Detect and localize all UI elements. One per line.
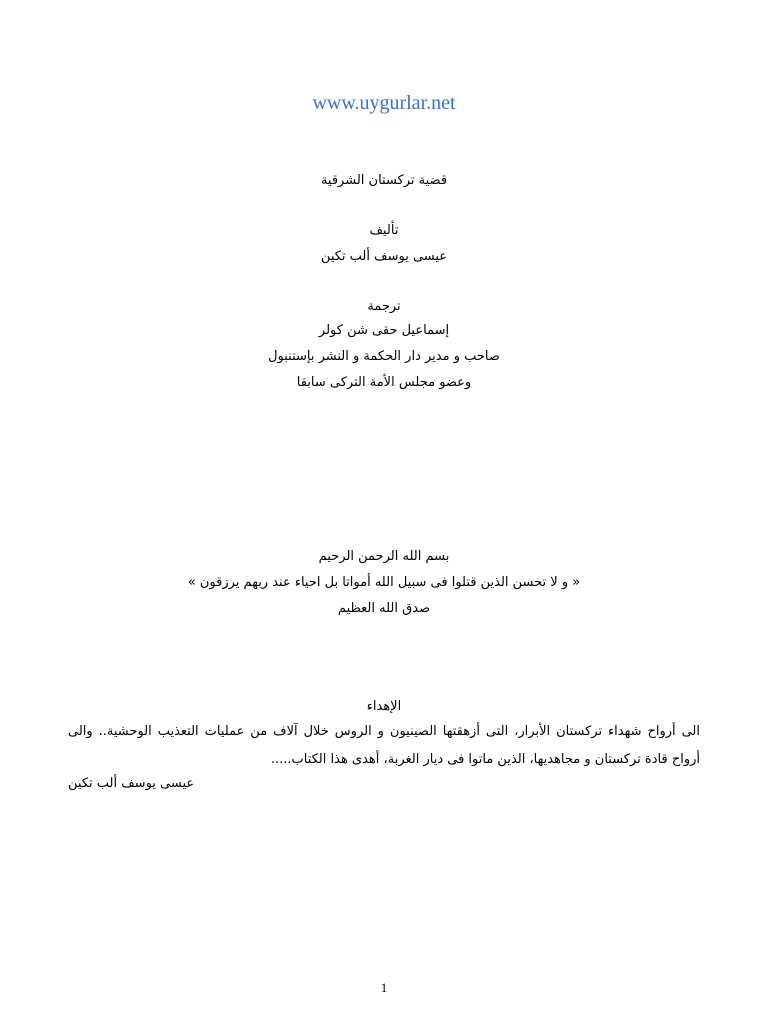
dedication-heading: الإهداء <box>366 699 402 714</box>
book-title: قضية تركستان الشرقية <box>320 173 448 188</box>
quran-verse: « و لا تحسن الذين قتلوا فى سبيل الله أمواتا بل احياء عند ربهم يرزقون » <box>187 575 581 590</box>
author-name: عيسى يوسف ألب تكين <box>320 249 448 264</box>
translator-role-1: صاحب و مدير دار الحكمة و النشر بإستنبول <box>268 349 500 364</box>
website-url[interactable]: www.uygurlar.net <box>312 92 456 114</box>
translator-name: إسماعيل حقى شن كولر <box>318 323 450 338</box>
translator-role-2: وعضو مجلس الأمة التركى سابقا <box>296 375 472 390</box>
page-number: 1 <box>380 980 388 995</box>
dedication-signature: عيسى يوسف ألب تكين <box>68 776 195 791</box>
dedication-text: الى أرواح شهداء تركستان الأبرار، التى أزهقتها الصينيون و الروس خلال آلاف من عمليات التعذيب الوحشية.. والى أرواح قادة تركستان و مجاهديها، الذين ماتوا فى ديار الغربة، أهدى هذا الكتاب..... <box>68 724 700 767</box>
quran-closing: صدق الله العظيم <box>337 601 431 616</box>
basmala: بسم الله الرحمن الرحيم <box>318 549 450 564</box>
translator-label: ترجمة <box>367 299 401 314</box>
author-label: تأليف <box>369 223 399 238</box>
